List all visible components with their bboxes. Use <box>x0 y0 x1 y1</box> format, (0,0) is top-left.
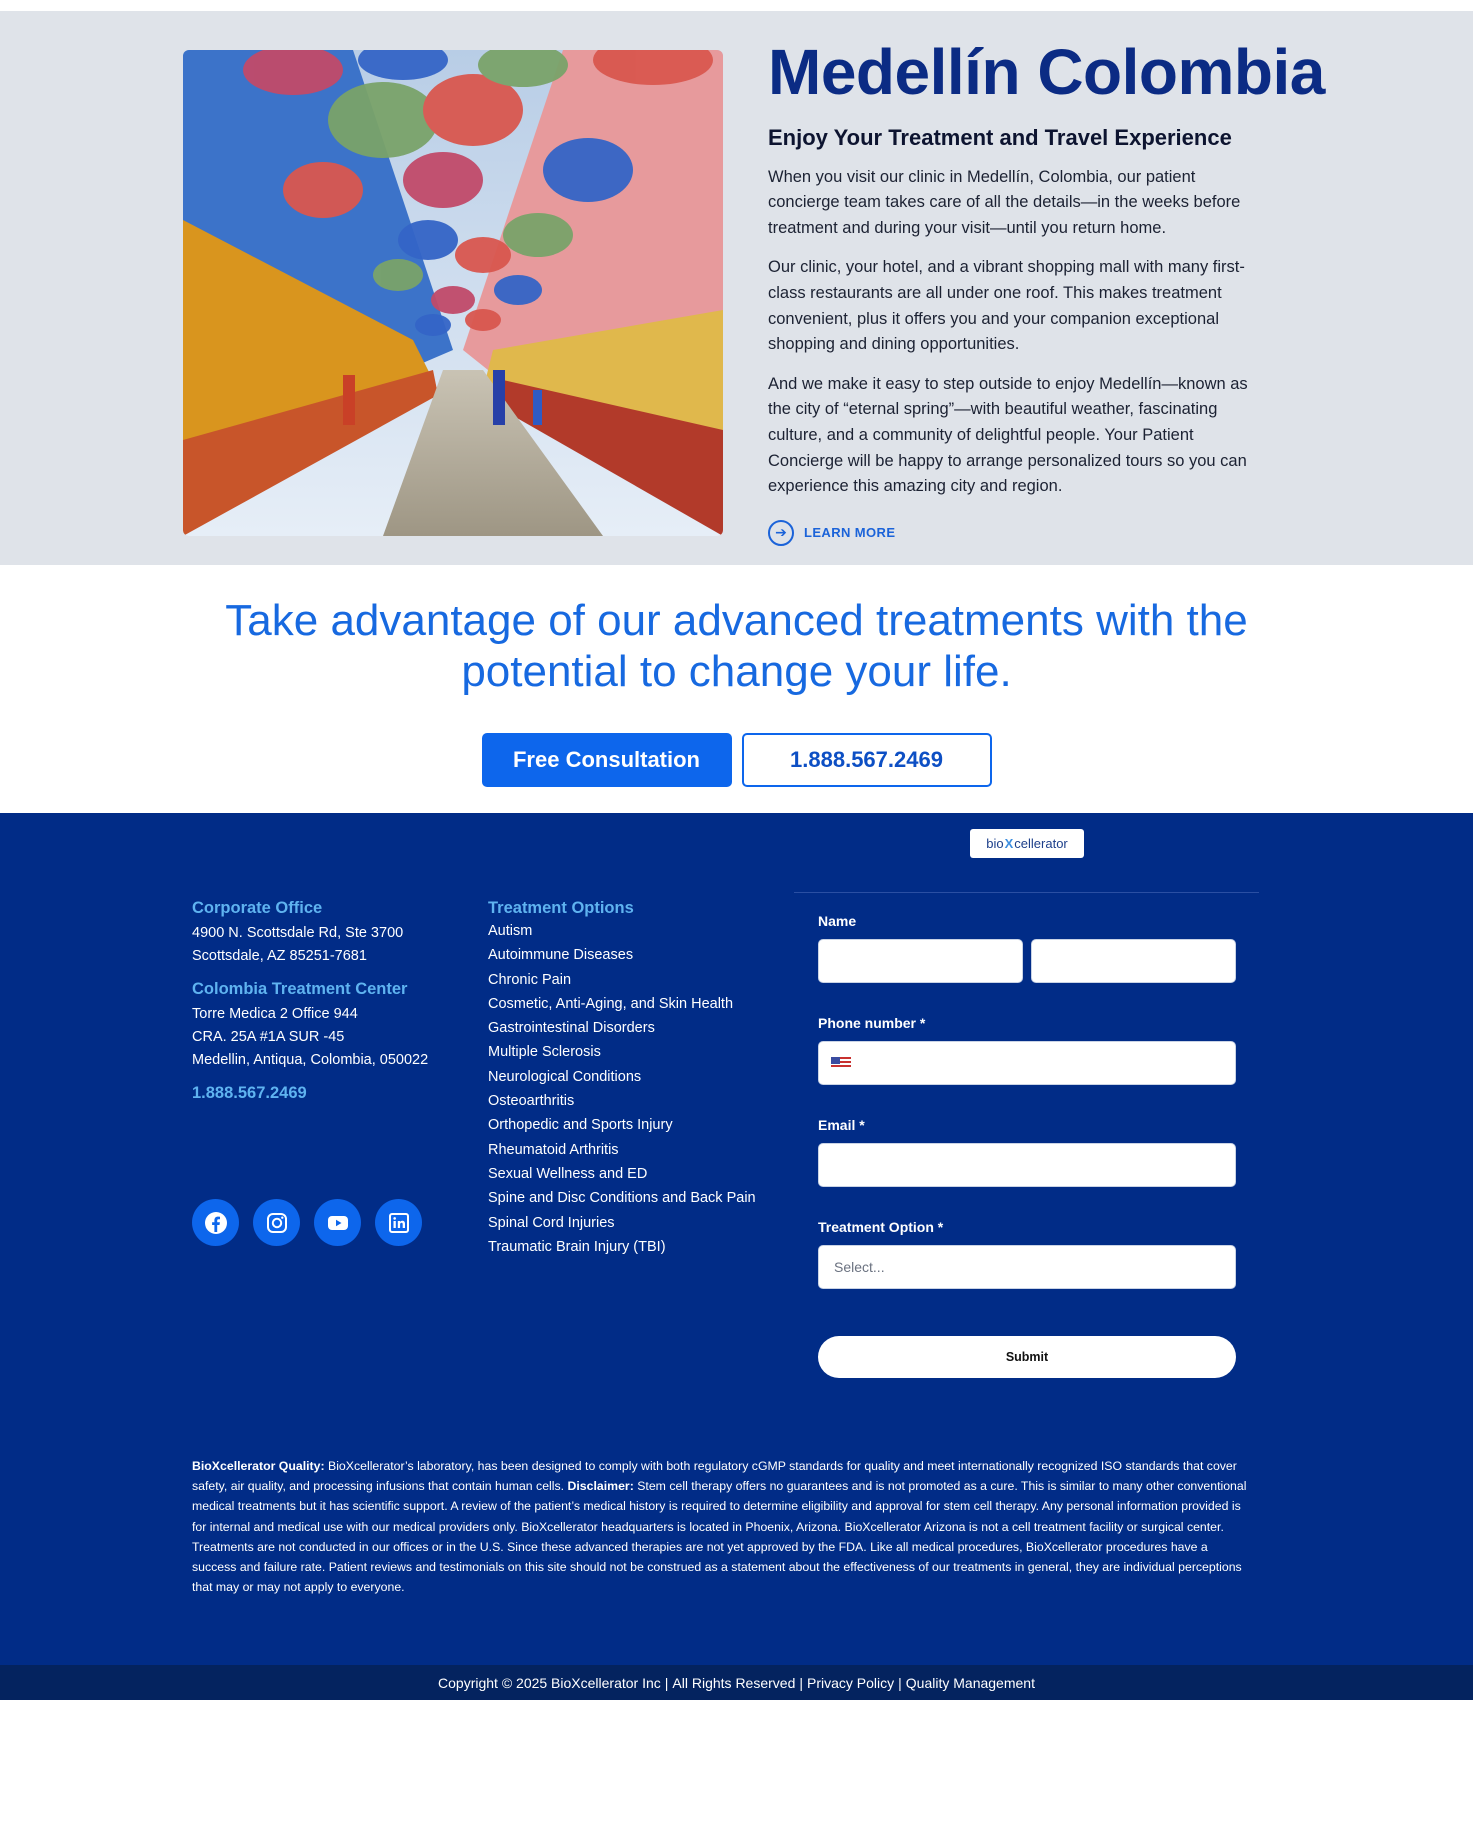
treatment-option-select[interactable]: Select... <box>818 1245 1236 1289</box>
treatment-link[interactable]: Neurological Conditions <box>488 1068 642 1085</box>
instagram-icon[interactable] <box>253 1199 300 1246</box>
disclaimer-label: Disclaimer: <box>567 1479 634 1494</box>
logo-text-bio: bio <box>986 836 1004 851</box>
name-label: Name <box>818 913 857 929</box>
medellin-section <box>0 11 1473 565</box>
hero-paragraph: Our clinic, your hotel, and a vibrant shopping mall with many first-class restaurants are all under one roof. This makes treatment convenient, plus it offers you and your companion exceptional shopping and dining opportunities. <box>768 258 1245 354</box>
logo-x-mark: X <box>1004 836 1014 851</box>
social-links <box>192 1199 422 1246</box>
learn-more-link[interactable] <box>768 520 1263 546</box>
hero-paragraph: When you visit our clinic in Medellín, Colombia, our patient concierge team takes care of all the details—in the weeks before treatment and during your visit—until you return home. <box>768 167 1241 237</box>
treatment-link[interactable]: Autoimmune Diseases <box>488 947 634 964</box>
privacy-policy-link[interactable]: Privacy Policy <box>807 1674 895 1691</box>
copyright-bar <box>0 1665 1473 1700</box>
separator: | <box>799 1674 803 1691</box>
colombia-center-heading: Colombia Treatment Center <box>192 980 408 998</box>
colombia-address-line: CRA. 25A #1A SUR -45 <box>192 1029 345 1045</box>
disclaimer-body: Stem cell therapy offers no guarantees and is not promoted as a cure. This is similar to many other conventional medical treatments but it has scientific support. A review of the patient’s medical history is required to determine eligibility and approval for stem cell therapy. Any personal information provided is for internal and medical use with our medical providers only. BioXcellerator headquarters is located in Phoenix, Arizona. BioXcellerator Arizona is not a cell treatment facility or surgical center. Treatments are not conducted in our offices or in the U.S. Since these advanced therapies are not yet approved by the FDA. Like all medical procedures, BioXcellerator procedures have a success and failure rate. Patient reviews and testimonials on this site should not be construed as a statement about the effectiveness of our treatments in general, they are individual perceptions that may or may not apply to everyone. <box>192 1479 1247 1595</box>
phone-label: Phone number * <box>818 1015 926 1031</box>
submit-button[interactable]: Submit <box>818 1336 1236 1378</box>
separator: | <box>664 1674 669 1691</box>
quality-label: BioXcellerator Quality: <box>192 1459 325 1473</box>
colombia-address-line: Medellin, Antiqua, Colombia, 050022 <box>192 1052 429 1068</box>
consultation-form <box>818 913 1236 1378</box>
top-strip <box>0 0 1473 11</box>
treatment-link[interactable]: Spine and Disc Conditions and Back Pain <box>488 1190 756 1207</box>
treatment-group <box>818 1219 1236 1289</box>
last-name-field[interactable] <box>1031 939 1236 983</box>
treatment-link[interactable]: Sexual Wellness and ED <box>488 1165 648 1182</box>
copyright-text: Copyright © 2025 BioXcellerator Inc <box>438 1674 661 1691</box>
treatment-option-label: Treatment Option * <box>818 1219 944 1235</box>
rights-text: All Rights Reserved <box>672 1674 796 1691</box>
footer <box>0 813 1473 1691</box>
cta-headline: Take advantage of our advanced treatments with the potential to change your life. <box>225 596 1248 696</box>
treatment-options-heading: Treatment Options <box>488 899 634 917</box>
name-fields <box>818 939 1236 983</box>
treatment-link[interactable]: Multiple Sclerosis <box>488 1044 601 1061</box>
facebook-icon[interactable] <box>192 1199 239 1246</box>
hero-subtitle: Enjoy Your Treatment and Travel Experience <box>768 124 1232 150</box>
corporate-address-line: 4900 N. Scottsdale Rd, Ste 3700 <box>192 925 404 941</box>
footer-phone-link[interactable]: 1.888.567.2469 <box>192 1084 307 1102</box>
treatment-link[interactable]: Cosmetic, Anti-Aging, and Skin Health <box>488 995 734 1012</box>
colombia-address-line: Torre Medica 2 Office 944 <box>192 1006 358 1022</box>
phone-call-button[interactable]: 1.888.567.2469 <box>742 733 992 787</box>
email-label: Email * <box>818 1117 865 1133</box>
cta-section <box>0 565 1473 813</box>
treatment-link[interactable]: Chronic Pain <box>488 971 572 988</box>
treatment-link[interactable]: Autism <box>488 923 533 939</box>
hero-text <box>768 36 1325 546</box>
treatment-link[interactable]: Orthopedic and Sports Injury <box>488 1117 673 1134</box>
quality-text: BioXcellerator’s laboratory, has been designed to comply with both regulatory cGMP standards for quality and meet internationally recognized ISO standards that cover safety, air quality, and processing infusions that contain human cells. <box>192 1459 1237 1494</box>
umbrella-street-photo <box>183 50 723 536</box>
email-group <box>818 1117 1236 1187</box>
treatment-link[interactable]: Spinal Cord Injuries <box>488 1214 615 1231</box>
bioxcellerator-logo[interactable] <box>970 829 1084 858</box>
email-field[interactable] <box>818 1143 1236 1187</box>
us-flag-icon[interactable] <box>831 1057 851 1069</box>
phone-group <box>818 1015 1236 1085</box>
linkedin-icon[interactable] <box>375 1199 422 1246</box>
arrow-right-circle-icon: ➔ <box>768 520 794 546</box>
treatment-link[interactable]: Osteoarthritis <box>488 1093 575 1110</box>
hero-paragraph: And we make it easy to step outside to enjoy Medellín—known as the city of “eternal spring”—with beautiful weather, fascinating culture, and a community of delightful people. Your Patient Concierge will be happy to arrange personalized tours so you can experience this amazing city and region. <box>768 374 1248 496</box>
first-name-field[interactable] <box>818 939 1023 983</box>
cta-buttons <box>0 733 1473 787</box>
quality-management-link[interactable]: Quality Management <box>905 1674 1035 1691</box>
page-title: Medellín Colombia <box>768 36 1325 108</box>
phone-field[interactable] <box>818 1041 1236 1085</box>
treatment-options-column <box>488 899 788 1259</box>
treatment-link[interactable]: Traumatic Brain Injury (TBI) <box>488 1238 666 1255</box>
corporate-address-line: Scottsdale, AZ 85251-7681 <box>192 948 367 964</box>
free-consultation-button[interactable]: Free Consultation <box>482 733 732 787</box>
corporate-office-heading: Corporate Office <box>192 899 323 917</box>
learn-more-label: LEARN MORE <box>804 525 896 541</box>
contact-column <box>192 899 462 1103</box>
youtube-icon[interactable] <box>314 1199 361 1246</box>
logo-text-cellerator: cellerator <box>1014 836 1068 851</box>
form-divider <box>794 892 1259 893</box>
treatment-link[interactable]: Gastrointestinal Disorders <box>488 1020 655 1037</box>
separator: | <box>898 1674 902 1691</box>
treatment-link[interactable]: Rheumatoid Arthritis <box>488 1141 619 1158</box>
disclaimer-text <box>192 1456 1248 1597</box>
